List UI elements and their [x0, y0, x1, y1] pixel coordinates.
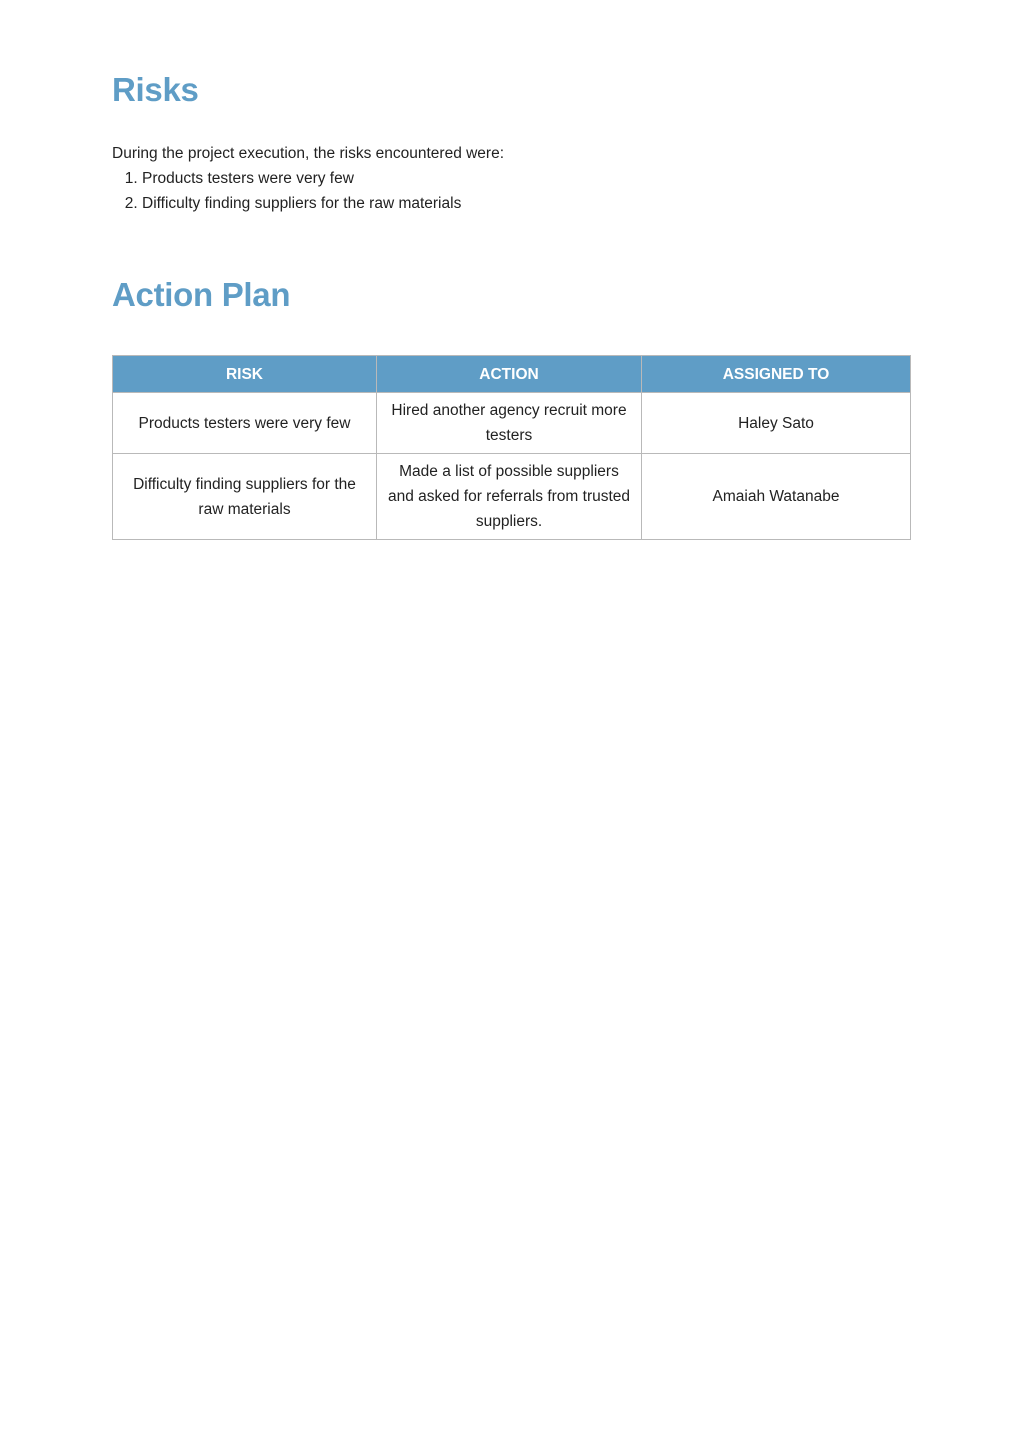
cell-action: Made a list of possible suppliers and asked for referrals from trusted suppliers.: [377, 454, 642, 540]
action-plan-heading: Action Plan: [112, 276, 291, 313]
cell-risk: Products testers were very few: [113, 393, 377, 454]
cell-action: Hired another agency recruit more testers: [377, 393, 642, 454]
risks-heading: Risks: [112, 71, 199, 108]
cell-risk: Difficulty finding suppliers for the raw materials: [113, 454, 377, 540]
cell-assigned-to: Amaiah Watanabe: [642, 454, 911, 540]
action-plan-table: [112, 355, 911, 540]
risk-list-item: 1. Products testers were very few: [142, 166, 461, 191]
table-row: [113, 454, 911, 540]
column-header-assigned-to: ASSIGNED TO: [642, 356, 911, 393]
table-header-row: [113, 356, 911, 393]
risks-list: [112, 166, 461, 216]
risk-list-item: 2. Difficulty finding suppliers for the raw materials: [142, 191, 461, 216]
column-header-risk: RISK: [113, 356, 377, 393]
column-header-action: ACTION: [377, 356, 642, 393]
table-row: [113, 393, 911, 454]
cell-assigned-to: Haley Sato: [642, 393, 911, 454]
risks-intro-text: During the project execution, the risks encountered were:: [112, 145, 505, 162]
